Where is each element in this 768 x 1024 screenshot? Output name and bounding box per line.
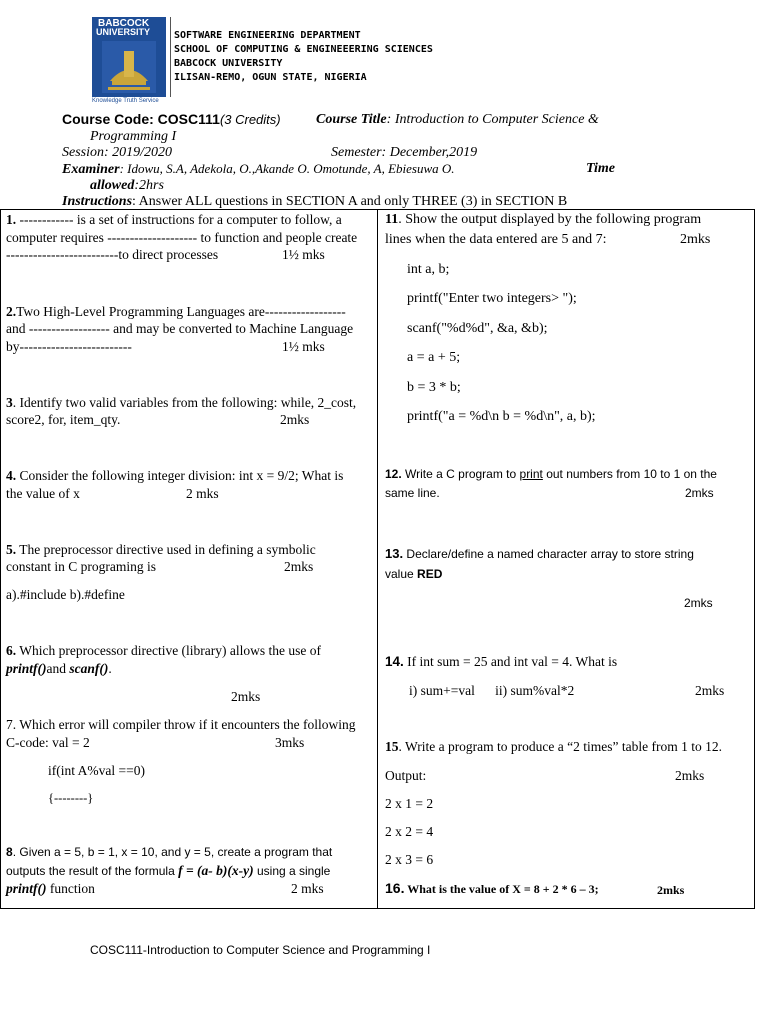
question-12-line-1 [385,467,717,481]
examiner-value: : Idowu, S.A, Adekola, O.,Akande O. Omotunde, A, Ebiesuwa O. [119,161,455,176]
course-code: Course Code: COSC111 [62,111,220,127]
question-15-output-row-1: 2 x 1 = 2 [385,796,434,811]
question-8-text-2: outputs the result of the formula [6,864,179,878]
question-11-number: 11 [385,212,399,227]
header-line-school: SCHOOL OF COMPUTING & ENGINEEERING SCIENCES [174,44,433,55]
header-divider [170,17,171,97]
question-7-code-2: {--------} [48,791,94,805]
question-13-text-2: value [385,567,418,581]
question-8-number: 8 [6,845,13,859]
question-7-line-2: C-code: val = 2 [6,735,90,750]
question-15-number: 15 [385,739,399,754]
question-8-text-4: function [46,881,95,896]
question-16-marks: 2mks [657,883,685,897]
question-7-code-1: if(int A%val ==0) [48,763,145,778]
question-11-text-1: . Show the output displayed by the following program [398,212,702,227]
question-8-line-1 [6,845,332,859]
semester-value: : December,2019 [381,145,478,160]
question-15-output-row-2: 2 x 2 = 4 [385,824,434,839]
question-5-text-1: The preprocessor directive used in defining a symbolic [16,542,316,557]
session-line [62,145,172,161]
code-line-2: printf("Enter two integers> "); [407,291,577,306]
question-6-marks: 2mks [231,689,261,704]
question-16-number: 16. [385,880,405,896]
question-14-marks: 2mks [695,683,725,698]
question-5-line-1 [6,542,316,558]
column-divider [377,210,378,908]
logo-text-babcock: BABCOCK [98,18,150,29]
question-13-number: 13. [385,546,404,561]
semester-line [331,145,477,161]
question-5-number: 5. [6,542,17,557]
code-line-6: printf("a = %d\n b = %d\n", a, b); [407,409,596,424]
question-3-line-1 [6,395,356,411]
question-12-text-2: out numbers from 10 to 1 on the [542,467,717,481]
course-code-line [62,111,281,129]
question-2-number: 2. [6,304,17,319]
question-5-options: a).#include b).#define [6,587,125,602]
question-14-options: i) sum+=val ii) sum%val*2 [409,683,575,698]
question-3-line-2: score2, for, item_qty. [6,412,121,427]
question-7-marks: 3mks [275,735,305,750]
question-15-marks: 2mks [675,768,705,783]
question-8-printf: printf() [6,881,47,896]
question-12-marks: 2mks [685,486,714,500]
question-16-line [385,880,599,898]
question-1-line-2: computer requires -------------------- to function and people create [6,230,358,245]
question-3-number: 3 [6,395,13,410]
question-12-line-2: same line. [385,486,440,500]
semester-label: Semester [331,145,382,160]
logo-text-university: UNIVERSITY [96,27,151,37]
header-line-department: SOFTWARE ENGINEERING DEPARTMENT [174,30,361,41]
question-1-text-1: ------------ is a set of instructions for a computer to follow, a [16,212,342,227]
question-6-scanf: scanf() [69,661,109,676]
question-3-marks: 2mks [280,412,310,427]
logo-motto: Knowledge Truth Service [92,98,159,104]
course-title-value: : Introduction to Computer Science & [386,112,599,127]
instructions-line [62,194,567,210]
question-15-output-label: Output: [385,768,427,783]
question-6-text-1: Which preprocessor directive (library) allows the use of [16,643,322,658]
question-12-number: 12. [385,467,402,481]
question-4-line-2: the value of x [6,486,80,501]
question-14-line-1 [385,654,617,670]
question-13-line-1 [385,546,694,561]
question-5-marks: 2mks [284,559,314,574]
code-line-1: int a, b; [407,262,450,277]
page-footer: COSC111-Introduction to Computer Science and Programming I [90,943,431,957]
question-2-line-1 [6,304,346,320]
question-5-line-2: constant in C programing is [6,559,156,574]
question-13-marks: 2mks [684,596,713,610]
question-13-red: RED [417,567,443,581]
question-6-dot: . [108,661,112,676]
question-2-line-2: and ------------------ and may be converted to Machine Language [6,321,354,336]
question-13-line-2 [385,567,442,581]
question-11-line-1 [385,212,701,228]
question-8-line-2 [6,863,330,879]
question-12-print: print [519,467,543,481]
question-14-number: 14. [385,654,404,669]
question-6-and: and [46,661,70,676]
question-14-text-1: If int sum = 25 and int val = 4. What is [403,654,618,669]
allowed-value: :2hrs [134,178,164,193]
instructions-value: : Answer ALL questions in SECTION A and only THREE (3) in SECTION B [132,194,568,209]
question-8-line-3 [6,881,95,897]
examiner-label: Examiner [62,162,120,177]
code-line-4: a = a + 5; [407,350,461,365]
question-4-marks: 2 mks [186,486,219,501]
course-title-line [316,112,599,128]
question-1-line-3: -------------------------to direct processes [6,247,219,262]
header-line-university: BABCOCK UNIVERSITY [174,58,283,69]
question-6-line-1 [6,643,321,659]
question-7-line-1: 7. Which error will compiler throw if it encounters the following [6,717,356,732]
instructions-label: Instructions [62,194,133,209]
question-6-line-2 [6,661,112,677]
question-11-marks: 2mks [680,232,711,247]
course-title-continued: Programming I [90,129,177,144]
examiner-line [62,161,455,178]
question-4-line-1 [6,468,343,484]
question-4-text-1: Consider the following integer division: int x = 9/2; What is [16,468,344,483]
question-4-number: 4. [6,468,17,483]
code-line-5: b = 3 * b; [407,380,461,395]
university-logo [92,17,166,97]
session-label: Session [62,145,104,160]
time-label: Time [586,161,616,176]
question-8-formula: f = (a- b)(x-y) [178,863,254,878]
code-line-3: scanf("%d%d", &a, &b); [407,321,548,336]
course-credits: (3 Credits) [219,112,281,127]
question-1-marks: 1½ mks [282,247,325,262]
question-2-line-3: by------------------------- [6,339,132,354]
question-3-text-1: . Identify two valid variables from the following: while, 2_cost, [12,395,357,410]
question-15-line-1 [385,739,722,755]
question-8-text-3: using a single [253,864,331,878]
allowed-label: allowed [90,178,135,193]
questions-table [0,209,755,909]
question-8-text-1: . Given a = 5, b = 1, x = 10, and y = 5, create a program that [12,845,333,859]
question-15-output-row-3: 2 x 3 = 6 [385,852,434,867]
header-line-address: ILISAN-REMO, OGUN STATE, NIGERIA [174,72,367,83]
question-2-marks: 1½ mks [282,339,325,354]
question-6-number: 6. [6,643,17,658]
question-13-text-1: Declare/define a named character array to store string [403,547,694,561]
question-12-text-1: Write a C program to [401,467,520,481]
question-16-text: What is the value of X = 8 + 2 * 6 – 3; [404,882,599,896]
course-title-label: Course Title [316,112,387,127]
question-6-printf: printf() [6,661,47,676]
question-1-line-1 [6,212,342,228]
allowed-line [90,178,164,194]
question-15-text-1: . Write a program to produce a “2 times” table from 1 to 12. [398,739,722,754]
question-11-line-2: lines when the data entered are 5 and 7: [385,232,607,247]
question-8-marks: 2 mks [291,881,324,896]
session-value: : 2019/2020 [104,145,173,160]
question-1-number: 1. [6,212,17,227]
question-2-text-1: Two High-Level Programming Languages are------------------ [16,304,346,319]
logo-emblem-icon [102,41,156,93]
